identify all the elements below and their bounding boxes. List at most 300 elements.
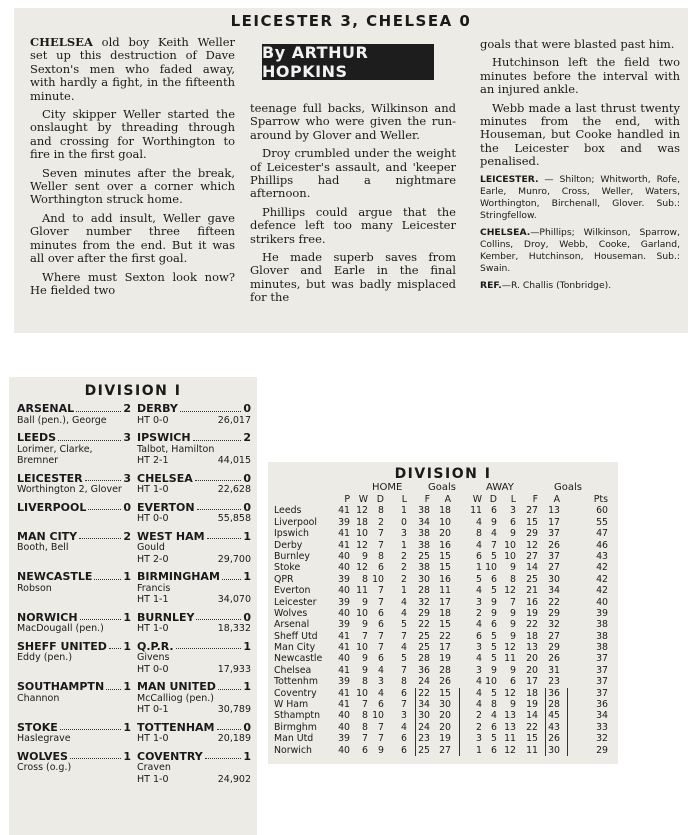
table-cell: 7: [491, 539, 497, 551]
table-cell: 9: [491, 607, 497, 619]
attendance: 20,189: [217, 733, 251, 744]
table-cell: 16: [526, 596, 538, 608]
table-cell: 40: [338, 607, 350, 619]
home-team: NORWICH: [17, 610, 78, 624]
away-side: [131, 751, 251, 786]
table-cell: 40: [338, 653, 350, 665]
table-cell: 23: [418, 733, 430, 745]
away-scorers: Givens: [137, 652, 170, 663]
column-header: W: [358, 494, 368, 505]
table-cell: 11: [439, 585, 451, 597]
table-cell: 3: [401, 710, 407, 722]
home-team-line: [17, 403, 131, 415]
lead-caps: CHELSEA: [30, 35, 93, 49]
half-time-line: [137, 594, 251, 606]
table-cell: 6: [378, 619, 384, 631]
column-header: D: [376, 494, 384, 505]
lineup-players: —R. Challis (Tonbridge).: [501, 279, 612, 291]
byline: By ARTHUR HOPKINS: [262, 44, 434, 80]
table-cell: 6: [378, 653, 384, 665]
table-cell: 12: [356, 505, 368, 517]
table-cell: 5: [491, 733, 497, 745]
column-header: A: [444, 494, 451, 505]
away-team: CHELSEA: [137, 471, 193, 485]
team-name: Newcastle: [274, 653, 323, 665]
table-row: [268, 540, 618, 551]
column-header: A: [553, 494, 560, 505]
attendance: 44,015: [217, 455, 251, 466]
column-header: F: [532, 494, 538, 505]
team-name: Ipswich: [274, 528, 309, 540]
table-cell: 4: [476, 539, 482, 551]
table-cell: 6: [476, 550, 482, 562]
team-name: QPR: [274, 573, 294, 585]
team-name: Arsenal: [274, 619, 310, 631]
half-time-line: [137, 704, 251, 716]
table-cell: 7: [362, 699, 368, 711]
team-name: Leicester: [274, 596, 317, 608]
away-team-line: [137, 531, 251, 543]
team-name: Man Utd: [274, 733, 314, 745]
table-cell: 6: [378, 699, 384, 711]
table-cell: 7: [378, 733, 384, 745]
table-cell: 19: [526, 607, 538, 619]
team-name: Tottenhm: [274, 676, 319, 688]
paragraph-text: And to add insult, Weller gave Glover number three fifteen minutes from the end. But it was all over after the first goal.: [30, 210, 235, 266]
table-cell: 10: [356, 607, 368, 619]
table-cell: 33: [596, 721, 608, 733]
table-cell: 22: [526, 721, 538, 733]
away-score: 1: [243, 639, 251, 653]
table-cell: 38: [596, 619, 608, 631]
table-cell: 4: [401, 607, 407, 619]
leader-dots: [207, 531, 242, 540]
table-cell: 24: [418, 676, 430, 688]
home-side: [17, 571, 131, 606]
away-side: [131, 531, 251, 566]
table-cell: 41: [338, 539, 350, 551]
table-cell: 19: [526, 699, 538, 711]
half-time-score: HT 0-0: [137, 414, 169, 426]
table-cell: 34: [418, 516, 430, 528]
column-rule: [459, 688, 460, 756]
home-score: 3: [123, 431, 131, 444]
article-paragraph: [30, 212, 235, 266]
table-cell: 25: [418, 744, 430, 756]
home-team-line: [17, 531, 131, 543]
table-cell: 5: [491, 653, 497, 665]
table-cell: 38: [596, 630, 608, 642]
table-cell: 13: [526, 642, 538, 654]
table-cell: 60: [596, 505, 608, 517]
table-cell: 6: [378, 607, 384, 619]
table-cell: 2: [401, 573, 407, 585]
table-cell: 16: [439, 539, 451, 551]
lineup-team: CHELSEA.: [480, 226, 531, 238]
table-cell: 20: [526, 653, 538, 665]
table-cell: 5: [401, 619, 407, 631]
away-score: 0: [243, 471, 251, 485]
table-row: [268, 562, 618, 573]
table-header-groups: [268, 482, 618, 494]
home-side: [17, 432, 131, 467]
table-cell: 15: [526, 733, 538, 745]
table-cell: 25: [418, 630, 430, 642]
table-cell: 10: [504, 550, 516, 562]
away-team-line: [137, 641, 251, 653]
table-title: DIVISION I: [394, 466, 492, 482]
half-time-score: HT 0-0: [137, 663, 169, 675]
lineup-players: — Shilton; Whitworth, Rofe, Earle, Munro, Cross, Weller, Waters, Worthington, Birchenall, Glover. Sub.: Stringfellow.: [480, 173, 680, 221]
table-cell: 8: [378, 550, 384, 562]
table-cell: 8: [362, 710, 368, 722]
table-cell: 4: [476, 585, 482, 597]
table-cell: 10: [485, 562, 497, 574]
results-title: DIVISION I: [84, 383, 182, 399]
leader-dots: [76, 403, 121, 412]
table-cell: 5: [491, 550, 497, 562]
match-result: [9, 751, 257, 786]
table-cell: 4: [491, 528, 497, 540]
table-cell: 26: [548, 653, 560, 665]
table-cell: 18: [526, 630, 538, 642]
away-team-line: [137, 612, 251, 624]
table-cell: 28: [439, 664, 451, 676]
home-team-line: [17, 751, 131, 763]
table-cell: 10: [372, 710, 384, 722]
home-header: HOME: [372, 482, 403, 493]
team-name: Everton: [274, 585, 311, 597]
table-cell: 41: [338, 687, 350, 699]
team-name: Liverpool: [274, 516, 318, 528]
table-cell: 9: [510, 630, 516, 642]
table-cell: 22: [526, 619, 538, 631]
home-score: 3: [123, 471, 131, 485]
table-cell: 7: [378, 642, 384, 654]
table-cell: 9: [362, 596, 368, 608]
table-cell: 17: [526, 676, 538, 688]
table-cell: 15: [526, 516, 538, 528]
table-cell: 15: [439, 687, 451, 699]
article-paragraph: Webb made a last thrust twenty minutes from the end, with Houseman, but Cooke handled in the Leicester box and was penalised.: [480, 100, 680, 169]
away-team: TOTTENHAM: [137, 720, 215, 734]
table-cell: 23: [548, 676, 560, 688]
table-cell: 7: [378, 585, 384, 597]
table-cell: 41: [338, 642, 350, 654]
table-cell: 41: [338, 528, 350, 540]
table-cell: 4: [401, 642, 407, 654]
table-cell: 29: [548, 607, 560, 619]
home-team-line: [17, 641, 131, 653]
half-time-score: HT 1-0: [137, 773, 169, 785]
table-cell: 22: [418, 619, 430, 631]
table-cell: 6: [510, 516, 516, 528]
table-cell: 9: [510, 607, 516, 619]
table-cell: 37: [596, 676, 608, 688]
home-team-line: [17, 722, 131, 734]
away-score: 1: [243, 749, 251, 763]
home-side: [17, 641, 131, 676]
table-cell: 8: [362, 721, 368, 733]
paragraph-text: old boy Keith Weller set up this destruction of Dave Sexton's men who faded away, with hardly a fight, in the fifteenth minute.: [30, 35, 235, 103]
table-cell: 20: [526, 664, 538, 676]
headline: LEICESTER 3, CHELSEA 0: [230, 12, 472, 30]
article-paragraph: Droy crumbled under the weight of Leicester's assault, and 'keeper Phillips had a nightmare afternoon.: [250, 146, 456, 201]
away-score: 0: [243, 402, 251, 415]
home-team: SHEFF UNITED: [17, 639, 107, 653]
table-cell: 32: [418, 596, 430, 608]
home-team-line: [17, 612, 131, 624]
table-cell: 41: [338, 699, 350, 711]
home-team-line: [17, 473, 131, 485]
away-team-line: [137, 473, 251, 485]
table-cell: 10: [372, 573, 384, 585]
away-team: EVERTON: [137, 500, 195, 514]
home-goals-header: Goals: [428, 482, 456, 493]
table-cell: 28: [548, 699, 560, 711]
match-result: [9, 641, 257, 676]
table-cell: 6: [401, 687, 407, 699]
away-score: 0: [243, 610, 251, 624]
match-result: [9, 722, 257, 745]
article-paragraph: Phillips could argue that the defence left too many Leicester strikers free.: [250, 204, 456, 246]
table-cell: 40: [338, 721, 350, 733]
table-cell: 34: [548, 585, 560, 597]
table-cell: 4: [378, 687, 384, 699]
column-header: L: [401, 494, 407, 505]
team-name: W Ham: [274, 699, 309, 711]
away-scorers: Gould: [137, 542, 165, 553]
match-result: [9, 473, 257, 496]
table-cell: 20: [439, 721, 451, 733]
table-cell: 26: [439, 676, 451, 688]
away-scorers: Craven: [137, 762, 171, 773]
table-cell: 42: [596, 573, 608, 585]
table-cell: 0: [401, 516, 407, 528]
table-cell: 55: [596, 516, 608, 528]
away-team: IPSWICH: [137, 431, 191, 444]
paragraph-text: Where must Sexton look now? He fielded two: [30, 269, 235, 297]
article-column-3: [480, 38, 680, 297]
table-cell: 3: [476, 642, 482, 654]
table-cell: 8: [401, 676, 407, 688]
home-team: LEEDS: [17, 431, 57, 444]
table-row: [268, 608, 618, 619]
table-cell: 27: [526, 550, 538, 562]
table-cell: 34: [418, 699, 430, 711]
table-cell: 39: [338, 573, 350, 585]
home-side: [17, 473, 131, 496]
table-cell: 12: [504, 585, 516, 597]
away-team-line: [137, 722, 251, 734]
away-side: [131, 641, 251, 676]
away-side: [131, 571, 251, 606]
table-cell: 39: [338, 516, 350, 528]
half-time-score: HT 1-1: [137, 594, 169, 605]
team-name: Birmghm: [274, 721, 317, 733]
table-row: [268, 722, 618, 733]
leader-dots: [79, 531, 121, 540]
match-list: [9, 403, 257, 785]
table-cell: 9: [491, 516, 497, 528]
table-cell: 38: [418, 505, 430, 517]
column-rule: [567, 688, 568, 756]
table-cell: 9: [491, 664, 497, 676]
table-cell: 27: [548, 630, 560, 642]
table-cell: 20: [439, 528, 451, 540]
article-paragraph: He made superb saves from Glover and Earle in the final minutes, but was badly misplaced for the: [250, 250, 456, 305]
table-cell: 28: [418, 585, 430, 597]
table-cell: 5: [491, 630, 497, 642]
table-cell: 3: [476, 664, 482, 676]
table-cell: 17: [439, 596, 451, 608]
column-rule: [545, 688, 546, 756]
table-cell: 37: [548, 528, 560, 540]
half-time-line: [137, 733, 251, 745]
table-cell: 38: [418, 562, 430, 574]
team-name: Chelsea: [274, 664, 312, 676]
table-cell: 15: [439, 619, 451, 631]
match-report-clipping: [14, 8, 688, 333]
team-lineup: [480, 174, 680, 222]
table-cell: 37: [548, 550, 560, 562]
leader-dots: [58, 432, 121, 441]
home-team-line: [17, 432, 131, 444]
away-team-line: [137, 681, 251, 693]
article-paragraph: [30, 167, 235, 207]
table-cell: 12: [356, 539, 368, 551]
away-team-line: [137, 751, 251, 763]
away-side: [131, 432, 251, 467]
article-paragraph: goals that were blasted past him.: [480, 37, 675, 51]
column-header: W: [472, 494, 482, 505]
team-name: Wolves: [274, 607, 308, 619]
table-cell: 9: [362, 664, 368, 676]
table-cell: 26: [548, 733, 560, 745]
table-cell: 8: [362, 676, 368, 688]
away-scorers: Talbot, Hamilton: [137, 443, 215, 455]
table-cell: 6: [491, 573, 497, 585]
leader-dots: [196, 612, 241, 621]
away-scorers: Francis: [137, 582, 171, 594]
table-cell: 11: [504, 733, 516, 745]
table-cell: 4: [491, 710, 497, 722]
leader-dots: [109, 641, 121, 650]
table-cell: 10: [504, 539, 516, 551]
table-cell: 6: [401, 744, 407, 756]
column-header: P: [344, 494, 350, 505]
table-cell: 2: [476, 710, 482, 722]
table-row: [268, 745, 618, 756]
home-team: STOKE: [17, 720, 58, 734]
table-cell: 40: [338, 585, 350, 597]
table-row: [268, 517, 618, 528]
away-header: AWAY: [486, 482, 514, 493]
table-row: [268, 631, 618, 642]
away-team: MAN UNITED: [137, 680, 216, 693]
table-row: [268, 710, 618, 721]
lineup-players: —Phillips; Wilkinson, Sparrow, Collins, Droy, Webb, Cooke, Garland, Kember, Hutchinson, Houseman. Sub.: Swain.: [480, 226, 680, 274]
table-cell: 17: [548, 516, 560, 528]
table-cell: 7: [401, 630, 407, 642]
away-team-line: [137, 403, 251, 415]
home-team-line: [17, 502, 131, 514]
half-time-line: [137, 513, 251, 525]
home-score: 0: [123, 500, 131, 514]
table-row: [268, 597, 618, 608]
half-time-score: HT 1-0: [137, 733, 169, 744]
table-cell: 4: [401, 596, 407, 608]
table-body: [268, 505, 618, 756]
table-cell: 4: [378, 664, 384, 676]
away-side: [131, 612, 251, 635]
table-cell: 15: [439, 562, 451, 574]
table-cell: 5: [491, 642, 497, 654]
half-time-score: HT 0-1: [137, 704, 169, 715]
table-cell: 13: [548, 505, 560, 517]
table-cell: 36: [596, 699, 608, 711]
leader-dots: [88, 502, 121, 511]
table-cell: 4: [476, 619, 482, 631]
table-cell: 5: [491, 687, 497, 699]
table-row: [268, 505, 618, 516]
table-cell: 12: [356, 562, 368, 574]
home-score: 1: [123, 680, 131, 693]
away-side: [131, 403, 251, 426]
home-scorers: MacDougall (pen.): [17, 623, 104, 634]
table-cell: 29: [526, 528, 538, 540]
table-cell: 9: [362, 550, 368, 562]
attendance: 18,332: [217, 623, 251, 634]
home-side: [17, 681, 131, 716]
table-cell: 46: [596, 539, 608, 551]
table-cell: 11: [504, 653, 516, 665]
table-cell: 29: [596, 744, 608, 756]
attendance: 24,902: [217, 773, 251, 785]
table-cell: 25: [418, 550, 430, 562]
table-cell: 38: [418, 528, 430, 540]
paragraph-text: City skipper Weller started the onslaught by threading through and crossing for Worthington to fire in the first goal.: [30, 107, 235, 162]
leader-dots: [222, 571, 241, 580]
match-result: [9, 571, 257, 606]
half-time-score: HT 2-0: [137, 553, 169, 565]
half-time-line: [137, 455, 251, 467]
home-score: 2: [123, 529, 131, 543]
table-cell: 7: [510, 596, 516, 608]
table-cell: 8: [362, 573, 368, 585]
away-scorers: McCalliog (pen.): [137, 692, 214, 704]
home-team: NEWCASTLE: [17, 570, 93, 583]
table-cell: 6: [362, 744, 368, 756]
table-cell: 12: [504, 687, 516, 699]
table-cell: 1: [401, 585, 407, 597]
home-scorers: Booth, Bell: [17, 542, 69, 553]
table-cell: 4: [476, 516, 482, 528]
table-cell: 22: [418, 687, 430, 699]
table-cell: 34: [596, 710, 608, 722]
team-name: Stoke: [274, 562, 301, 574]
half-time-score: HT 1-0: [137, 484, 169, 495]
leader-dots: [217, 722, 242, 731]
article-column-1: [30, 36, 235, 302]
away-team: Q.P.R.: [137, 639, 174, 653]
table-cell: 18: [356, 516, 368, 528]
attendance: 22,628: [217, 484, 251, 495]
column-header: D: [489, 494, 497, 505]
leader-dots: [176, 641, 242, 650]
table-cell: 42: [596, 585, 608, 597]
attendance: 34,070: [217, 594, 251, 605]
